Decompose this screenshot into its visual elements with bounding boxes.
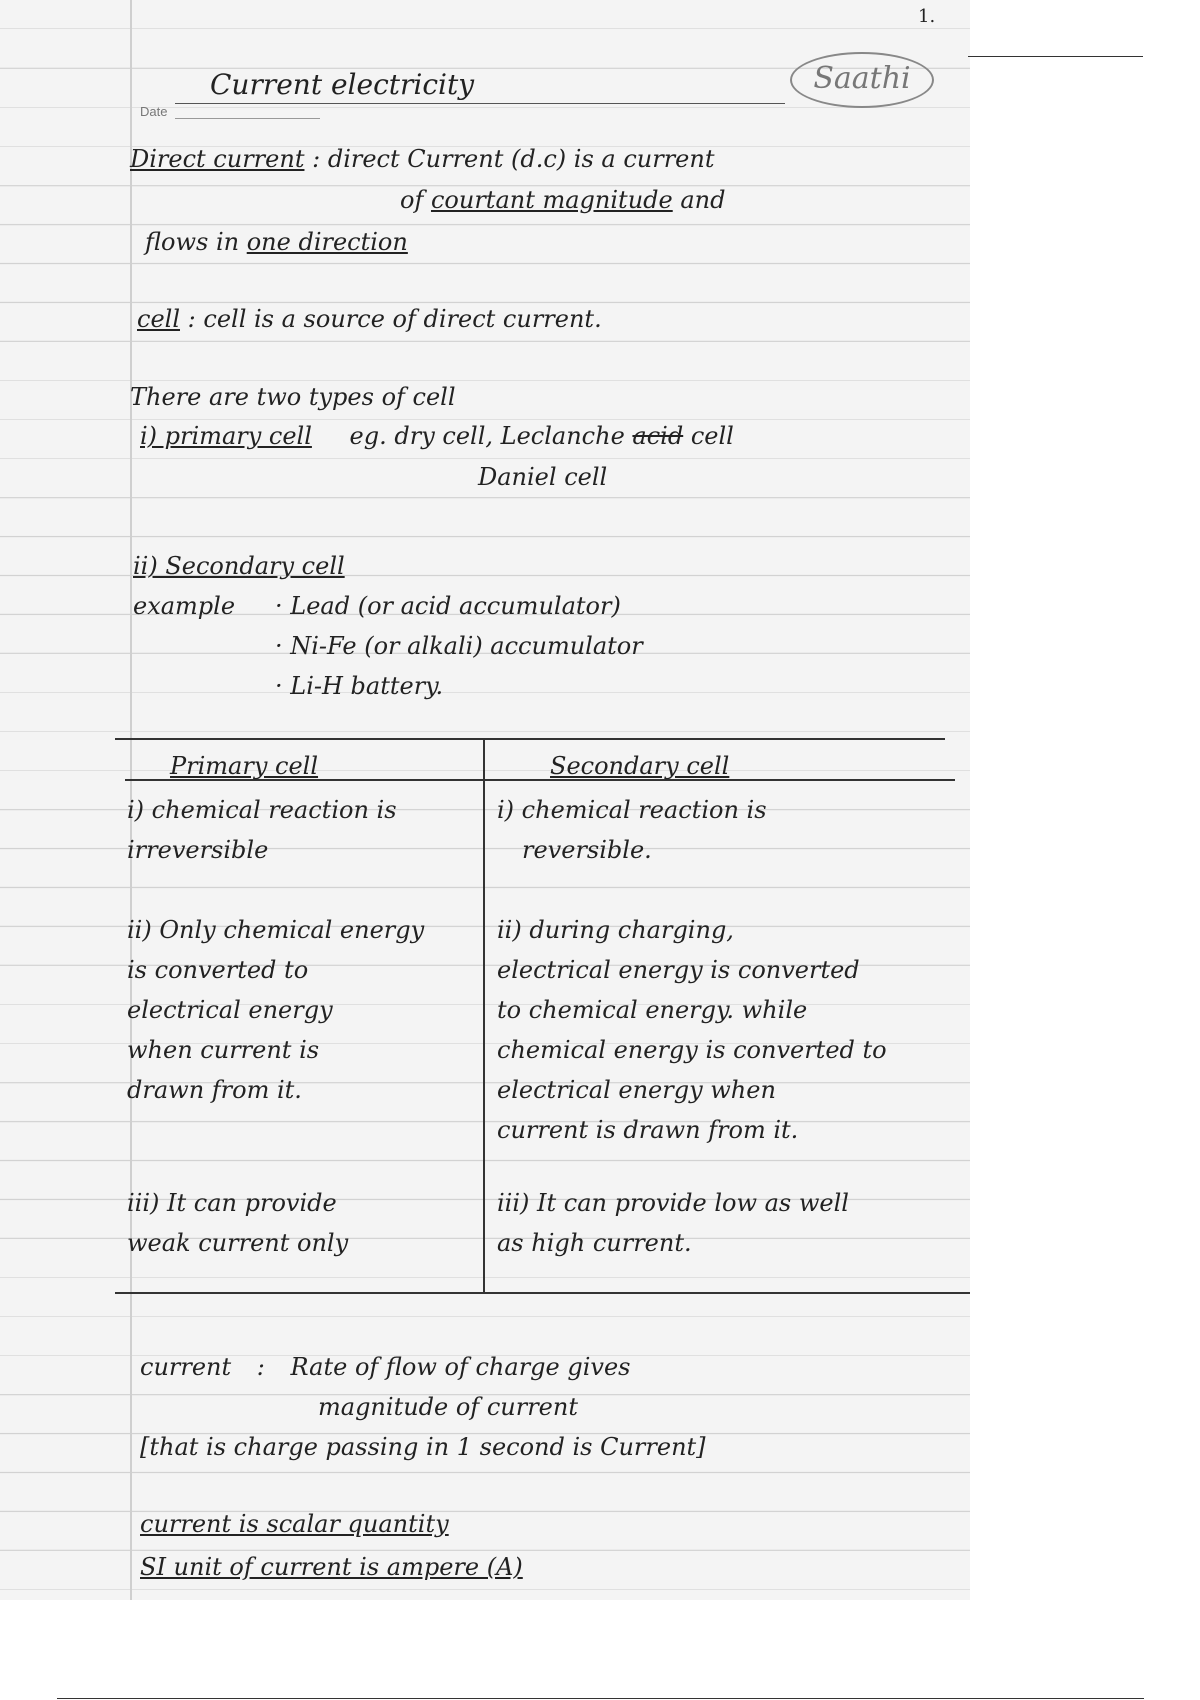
page-number: 1. [918,6,936,27]
secondary-example-label: example [133,592,236,620]
table-header-primary: Primary cell [170,752,319,780]
primary-cell-example-2: Daniel cell [478,463,608,491]
si-unit-note: SI unit of current is ampere (A) [140,1553,523,1581]
table-row-3-primary: iii) It can provide weak current only [127,1189,349,1257]
dc-definition-line3: flows in one direction [145,228,408,256]
current-definition-line2: magnitude of current [318,1393,578,1421]
struck-word: acid [632,422,684,450]
cell-term: cell [137,305,180,333]
current-scalar-note: current is scalar quantity [140,1510,449,1538]
types-intro: There are two types of cell [130,383,456,411]
primary-cell-line: i) primary cell eg. dry cell, Leclanche acid cell [140,422,734,450]
secondary-example-1: · Lead (or acid accumulator) [275,592,621,620]
dc-definition-line2: of courtant magnitude and [400,186,726,214]
table-row-1-primary: i) chemical reaction is irreversible [127,796,397,864]
table-row-3-secondary: iii) It can provide low as well as high current. [497,1189,849,1257]
edge-line-bottom [57,1698,1144,1699]
date-line [175,118,320,119]
table-row-2-primary: ii) Only chemical energy is converted to electrical energy when current is drawn from it. [127,916,425,1104]
secondary-example-2: · Ni-Fe (or alkali) accumulator [275,632,643,660]
table-column-divider [483,738,485,1294]
table-row-1-secondary: i) chemical reaction is reversible. [497,796,767,864]
table-header-secondary: Secondary cell [550,752,730,780]
dc-term: Direct current [130,145,305,173]
table-row-2-secondary: ii) during charging, electrical energy is converted to chemical energy. while chemical energy is converted to electrical energy when current is drawn from it. [497,916,887,1144]
primary-cell-label: i) primary cell [140,422,312,450]
secondary-example-3: · Li-H battery. [275,672,444,700]
table-bottom-border [115,1292,970,1294]
current-bracket-note: [that is charge passing in 1 second is Current] [140,1433,706,1461]
cell-definition: cell : cell is a source of direct current. [137,305,602,333]
page-title: Current electricity [210,68,475,101]
dc-definition-line1: Direct current : direct Current (d.c) is a current [130,145,715,173]
edge-line-top [968,56,1143,57]
current-term: current [140,1353,232,1381]
current-definition-line1: current : Rate of flow of charge gives [140,1353,631,1381]
date-label: Date [140,104,168,119]
table-top-border [115,738,945,740]
secondary-cell-label: ii) Secondary cell [133,552,345,580]
brand-logo: Saathi [790,52,934,108]
title-underline [175,103,785,104]
